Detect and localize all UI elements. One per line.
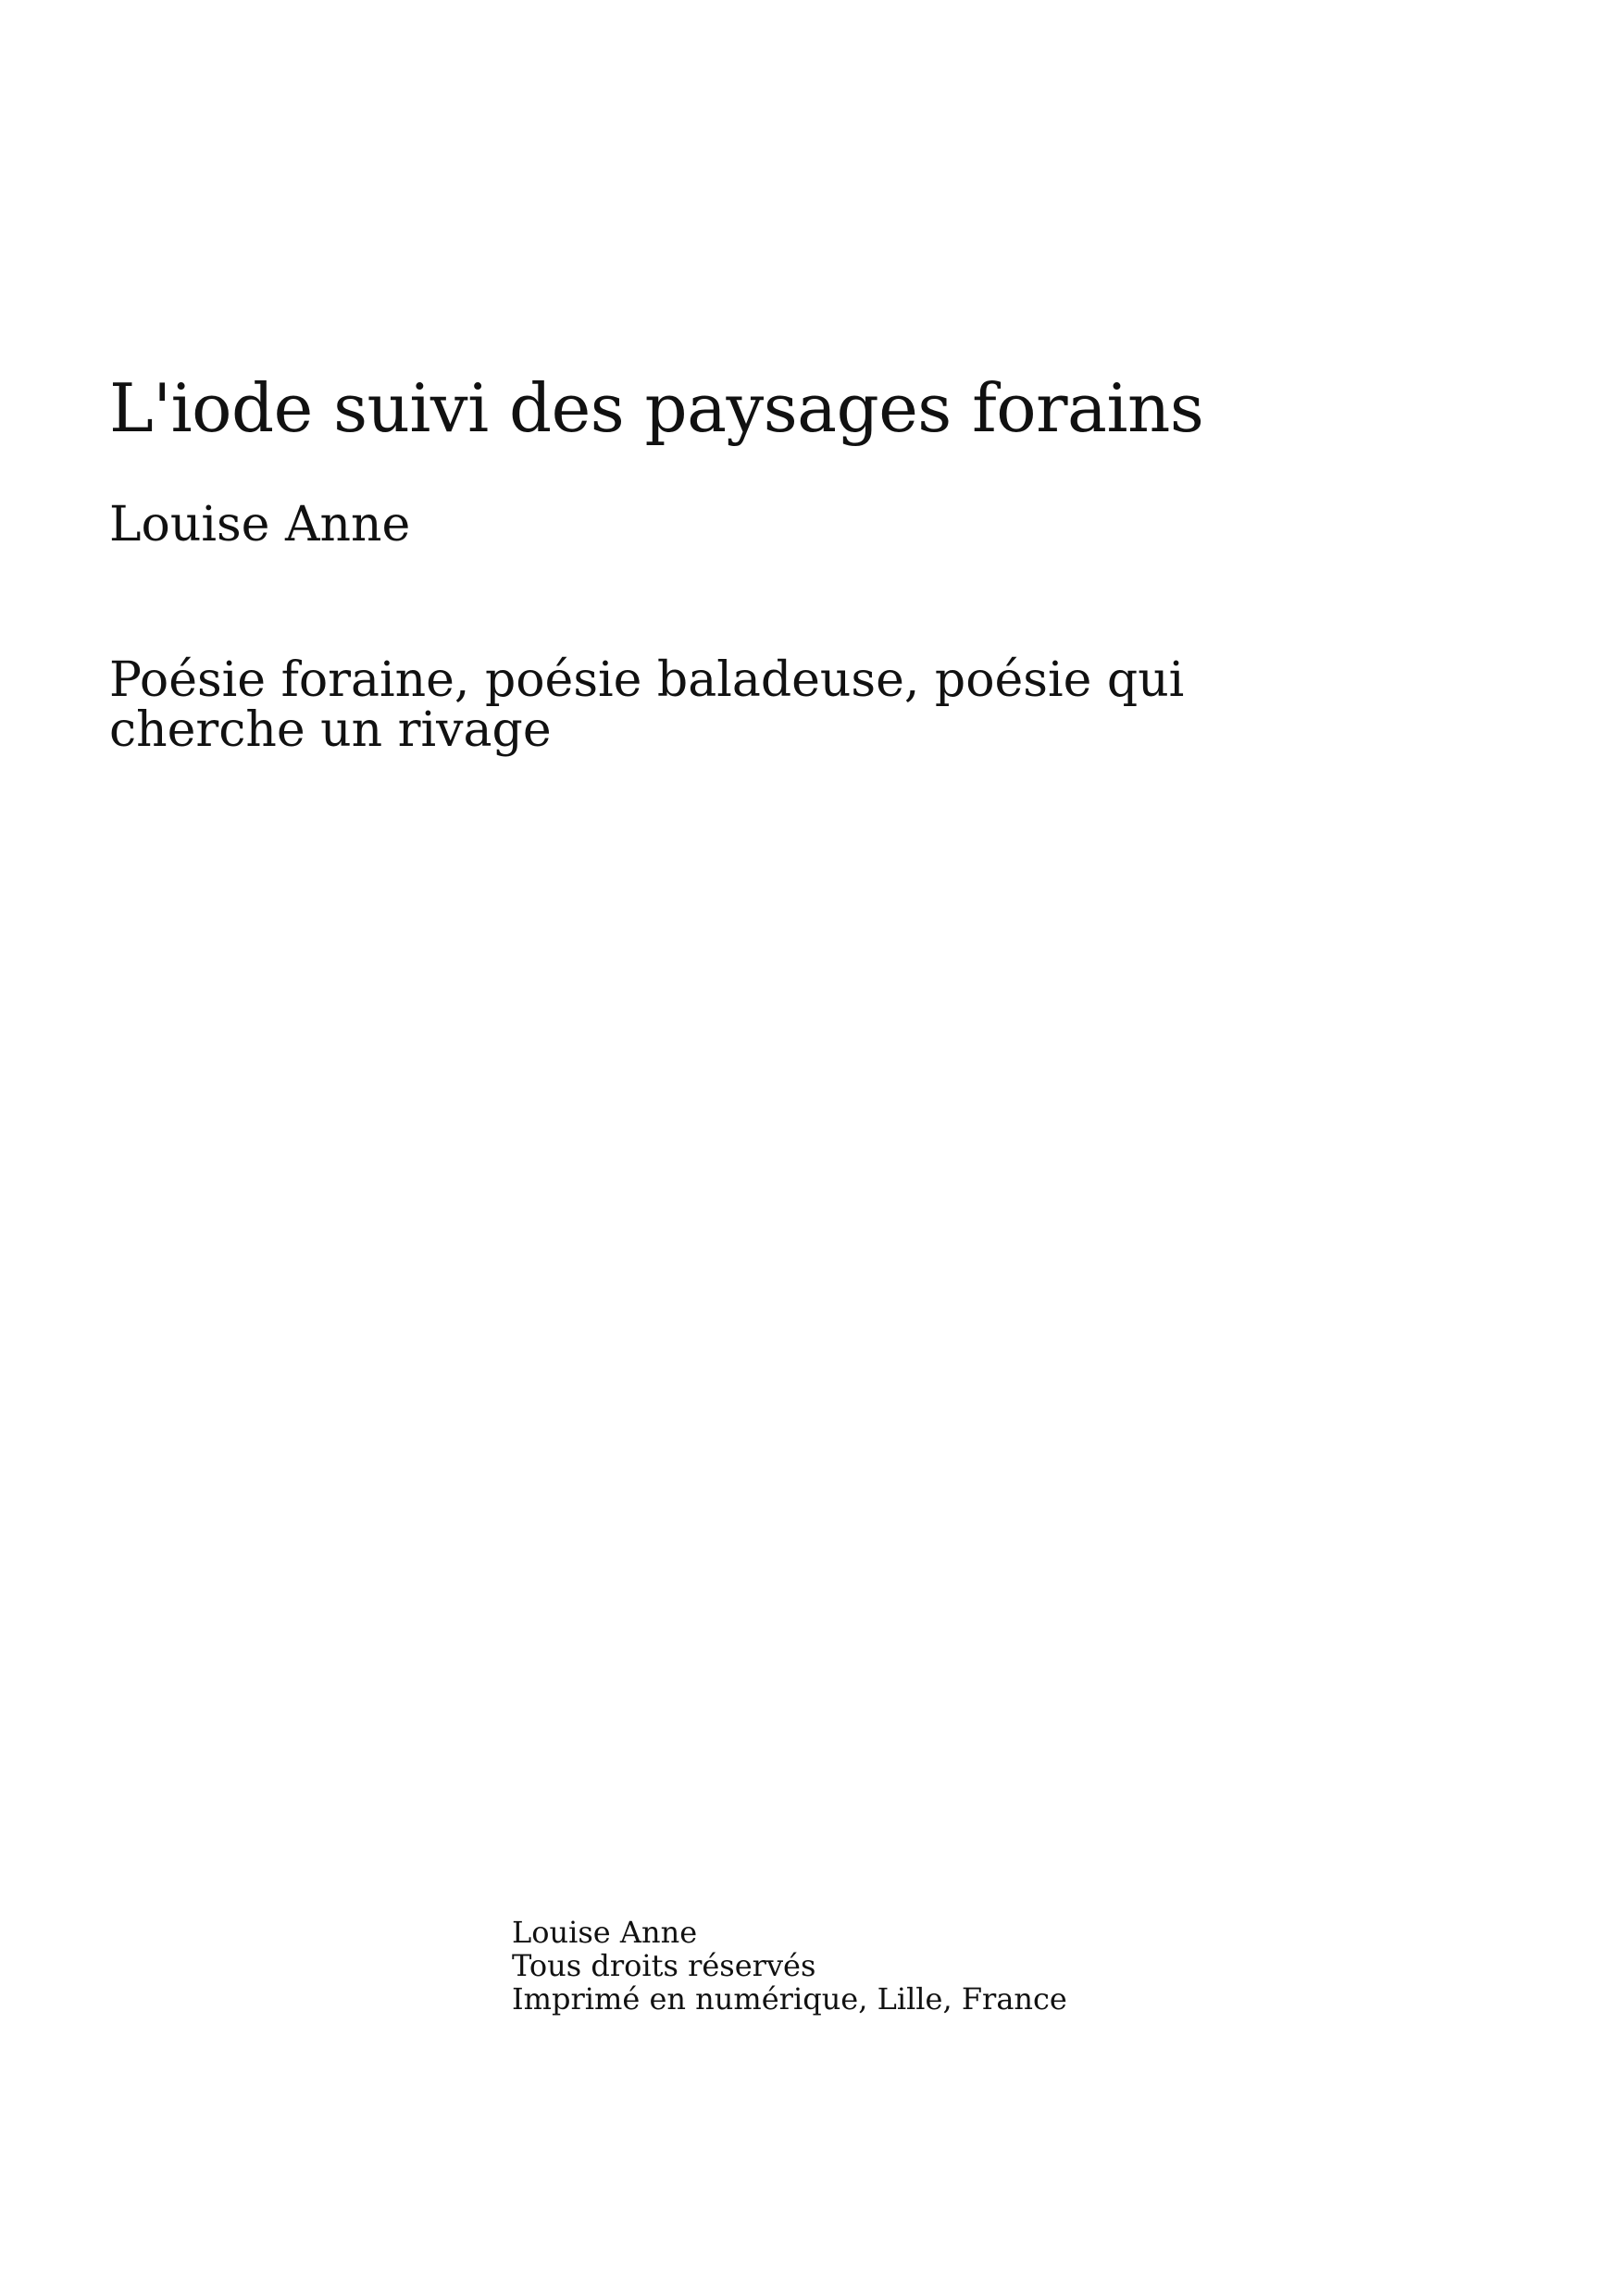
colophon-author: Louise Anne — [512, 1915, 698, 1950]
subtitle-line-2: cherche un rivage — [109, 702, 552, 758]
colophon-printing: Imprimé en numérique, Lille, France — [512, 1981, 1067, 2017]
subtitle-line-1: Poésie foraine, poésie baladeuse, poésie qui — [109, 652, 1185, 708]
colophon — [512, 1916, 1067, 2016]
colophon-rights: Tous droits réservés — [512, 1948, 816, 1983]
book-subtitle — [109, 652, 1238, 758]
book-author: Louise Anne — [109, 497, 411, 552]
book-title: L'iode suivi des paysages forains — [109, 369, 1204, 447]
